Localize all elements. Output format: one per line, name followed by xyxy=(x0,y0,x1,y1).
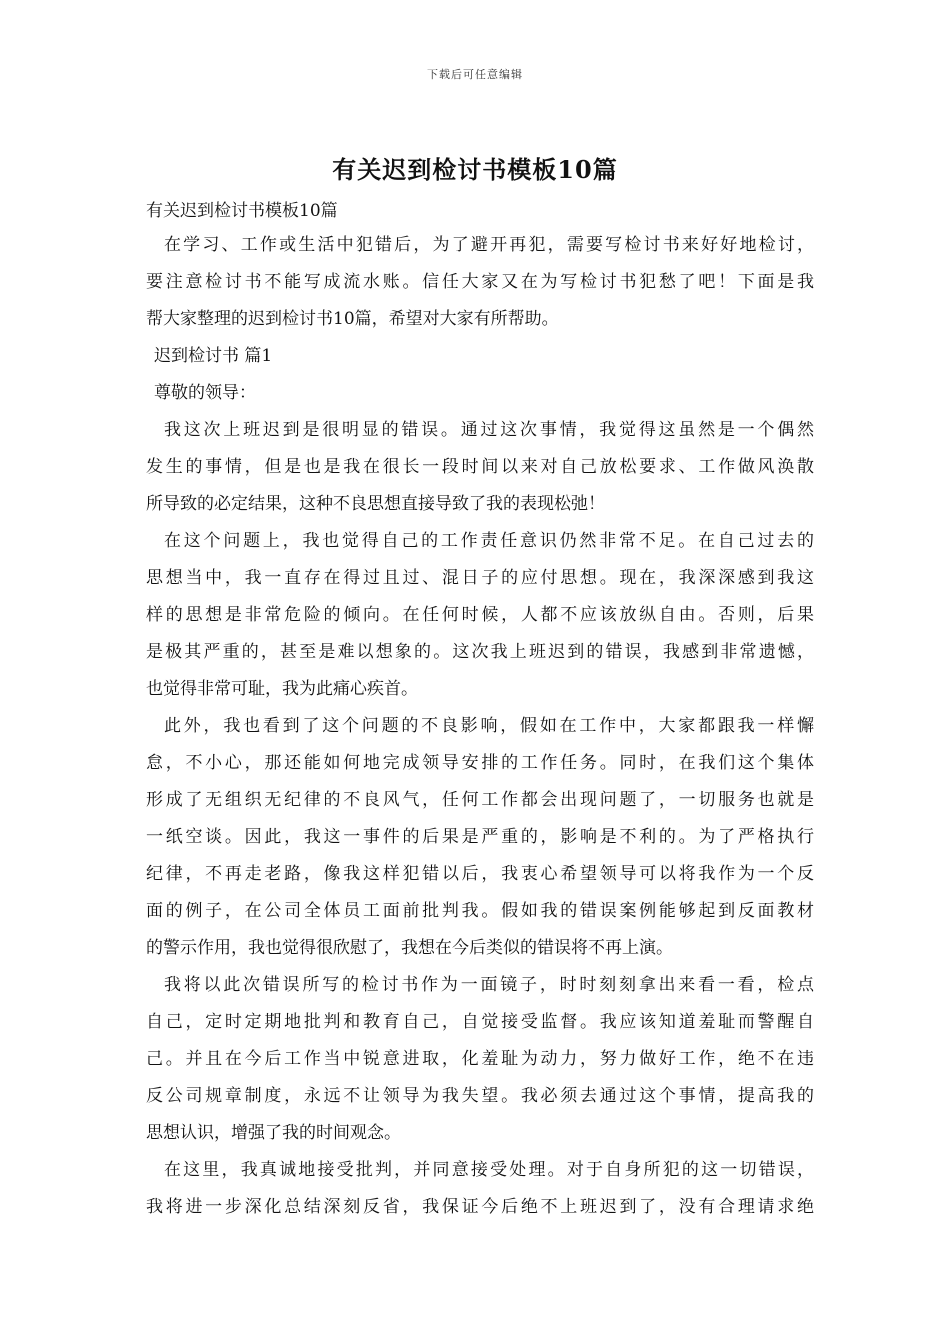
paragraph-line: 也觉得非常可耻，我为此痛心疾首。 xyxy=(146,679,418,699)
paragraph-line: 样的思想是非常危险的倾向。在任何时候，人都不应该放纵自由。否则，后果 xyxy=(146,605,814,625)
document-subtitle: 有关迟到检讨书模板10篇 xyxy=(146,201,338,221)
header-note: 下载后可任意编辑 xyxy=(427,68,523,81)
paragraph-line: 面的例子，在公司全体员工面前批判我。假如我的错误案例能够起到反面教材 xyxy=(146,901,814,921)
paragraph-line: 己。并且在今后工作当中锐意进取，化羞耻为动力，努力做好工作，绝不在违 xyxy=(146,1049,814,1069)
paragraph-line: 要注意检讨书不能写成流水账。信任大家又在为写检讨书犯愁了吧！下面是我 xyxy=(146,272,814,292)
paragraph-line: 思想认识，增强了我的时间观念。 xyxy=(146,1123,401,1143)
paragraph-line: 此外，我也看到了这个问题的不良影响，假如在工作中，大家都跟我一样懈 xyxy=(164,716,814,736)
page-title: 有关迟到检讨书模板10篇 xyxy=(332,155,618,184)
salutation: 尊敬的领导： xyxy=(154,383,256,403)
paragraph-line: 帮大家整理的迟到检讨书10篇，希望对大家有所帮助。 xyxy=(146,309,559,329)
paragraph-line: 所导致的必定结果，这种不良思想直接导致了我的表现松弛！ xyxy=(146,494,605,514)
paragraph-line: 在这个问题上，我也觉得自己的工作责任意识仍然非常不足。在自己过去的 xyxy=(164,531,814,551)
paragraph-line: 自己，定时定期地批判和教育自己，自觉接受监督。我应该知道羞耻而警醒自 xyxy=(146,1012,814,1032)
paragraph-line: 形成了无组织无纪律的不良风气，任何工作都会出现问题了，一切服务也就是 xyxy=(146,790,814,810)
paragraph-line: 在学习、工作或生活中犯错后，为了避开再犯，需要写检讨书来好好地检讨， xyxy=(164,235,814,255)
paragraph-line: 在这里，我真诚地接受批判，并同意接受处理。对于自身所犯的这一切错误， xyxy=(164,1160,814,1180)
paragraph-line: 我将以此次错误所写的检讨书作为一面镜子，时时刻刻拿出来看一看，检点 xyxy=(164,975,814,995)
paragraph-line: 是极其严重的，甚至是难以想象的。这次我上班迟到的错误，我感到非常遗憾， xyxy=(146,642,814,662)
paragraph-line: 我这次上班迟到是很明显的错误。通过这次事情，我觉得这虽然是一个偶然 xyxy=(164,420,814,440)
paragraph-line: 一纸空谈。因此，我这一事件的后果是严重的，影响是不利的。为了严格执行 xyxy=(146,827,814,847)
paragraph-line: 纪律，不再走老路，像我这样犯错以后，我衷心希望领导可以将我作为一个反 xyxy=(146,864,814,884)
document-body xyxy=(146,196,814,1226)
paragraph-line: 我将进一步深化总结深刻反省，我保证今后绝不上班迟到了，没有合理请求绝 xyxy=(146,1197,814,1217)
paragraph-line: 反公司规章制度，永远不让领导为我失望。我必须去通过这个事情，提高我的 xyxy=(146,1086,814,1106)
paragraph-line: 的警示作用，我也觉得很欣慰了，我想在今后类似的错误将不再上演。 xyxy=(146,938,673,958)
paragraph-line: 思想当中，我一直存在得过且过、混日子的应付思想。现在，我深深感到我这 xyxy=(146,568,814,588)
paragraph-line: 怠，不小心，那还能如何地完成领导安排的工作任务。同时，在我们这个集体 xyxy=(146,753,814,773)
section-heading: 迟到检讨书 篇1 xyxy=(154,346,273,366)
paragraph-line: 发生的事情，但是也是我在很长一段时间以来对自己放松要求、工作做风涣散 xyxy=(146,457,814,477)
